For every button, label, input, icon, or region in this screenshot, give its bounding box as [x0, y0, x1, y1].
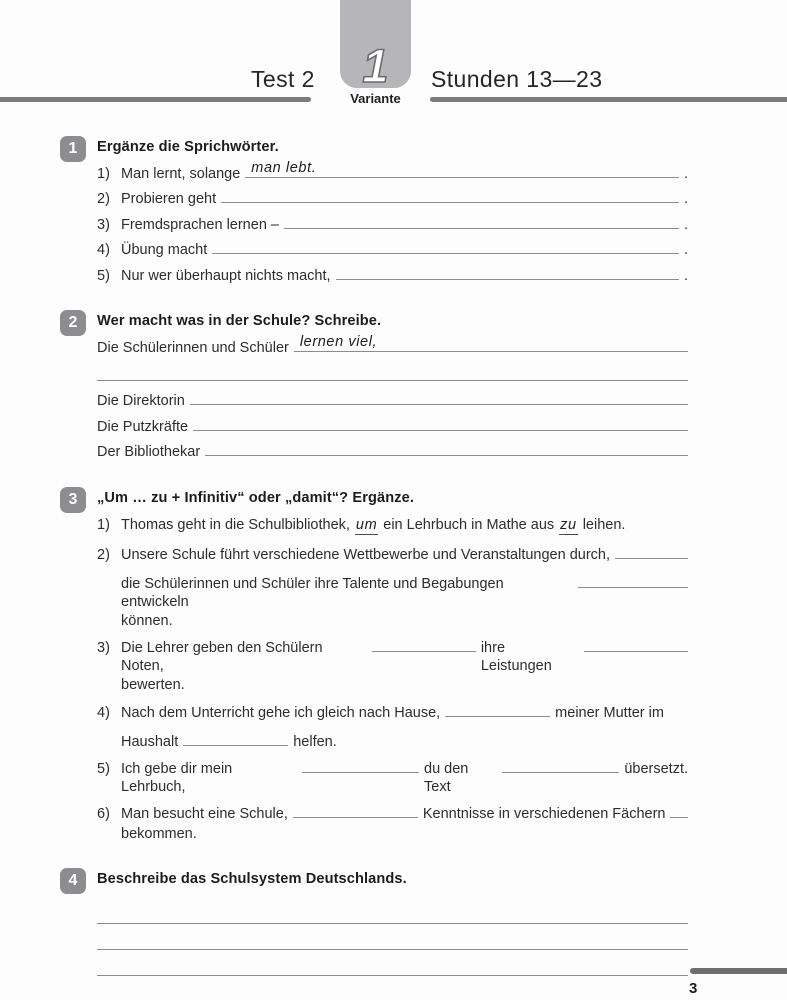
item-text: Thomas geht in die Schulbibliothek, — [121, 516, 350, 533]
sentence-period: . — [683, 216, 688, 233]
section-number-badge: 2 — [60, 310, 86, 336]
item-text: ihre Leistungen — [480, 640, 552, 674]
item-text: Man lernt, solange — [121, 166, 241, 182]
answer-blank — [193, 419, 688, 431]
answer-blank — [190, 393, 688, 405]
exercise-section-3 — [60, 487, 688, 851]
item-text: bekommen. — [121, 825, 197, 842]
handwritten-answer: um — [355, 517, 378, 535]
item-text: Nach dem Unterricht gehe ich gleich nach Hause, — [121, 704, 441, 721]
answer-line — [97, 444, 688, 461]
section-title: „Um … zu + Infinitiv“ oder „damit“? Ergänze. — [97, 489, 414, 506]
answer-blank — [578, 576, 688, 588]
item-number: 6) — [97, 806, 110, 823]
item-text: Kenntnisse in verschiedenen Fächern — [422, 806, 666, 823]
item-text: Übung macht — [121, 242, 208, 259]
answer-blank — [97, 976, 688, 1000]
item-text: können. — [121, 613, 173, 630]
item-number: 1) — [97, 516, 110, 533]
answer-blank — [502, 761, 619, 773]
hours-range-title: Stunden 13—23 — [431, 66, 603, 92]
exercise-item — [97, 806, 688, 823]
line-label: Der Bibliothekar — [97, 444, 201, 461]
answer-line — [97, 369, 688, 381]
item-text: Ich gebe dir mein Lehrbuch, — [121, 761, 233, 795]
answer-blank — [183, 734, 288, 746]
exercise-item-continuation — [97, 613, 688, 630]
item-text: Nur wer überhaupt nichts macht, — [121, 267, 331, 284]
answer-blank — [245, 159, 679, 178]
answer-blank — [97, 369, 688, 381]
exercise-item — [97, 242, 688, 259]
exercise-item — [97, 705, 688, 722]
answer-blank — [294, 333, 688, 352]
item-number: 2) — [97, 546, 110, 563]
item-text: bewerten. — [121, 677, 185, 694]
exercise-section-4 — [60, 868, 688, 1000]
item-text: Haushalt — [121, 734, 179, 751]
answer-blank — [445, 705, 550, 717]
exercise-item-continuation — [97, 677, 688, 694]
sentence-period: . — [683, 242, 688, 259]
exercise-item-continuation — [97, 826, 688, 843]
footer-bar — [690, 968, 787, 974]
section-title: Ergänze die Sprichwörter. — [97, 139, 279, 155]
item-number: 3) — [97, 640, 110, 657]
answer-blank — [584, 640, 688, 652]
answer-blank — [372, 640, 476, 652]
exercise-section-1 — [60, 136, 688, 293]
item-text: meiner Mutter im — [555, 704, 664, 721]
answer-blank — [336, 268, 679, 280]
sentence-period: . — [683, 267, 688, 284]
line-label: Die Putzkräfte — [97, 418, 189, 435]
handwritten-answer: zu — [559, 517, 578, 535]
item-number: 5) — [97, 761, 110, 778]
answer-blank — [221, 191, 679, 203]
section-title: Wer macht was in der Schule? Schreibe. — [97, 312, 382, 329]
section-number-badge: 4 — [60, 868, 86, 894]
item-text: leihen. — [582, 516, 626, 533]
section-number-badge: 3 — [60, 487, 86, 513]
exercise-item — [97, 761, 688, 796]
item-number: 5) — [97, 267, 110, 284]
answer-blank — [97, 950, 688, 976]
answer-line — [97, 419, 688, 436]
header-rule-left — [0, 97, 311, 102]
item-text: helfen. — [293, 734, 337, 751]
item-text: Fremdsprachen lernen – — [121, 216, 279, 233]
answer-blank — [293, 806, 418, 818]
answer-blank — [302, 761, 419, 773]
handwritten-answer: man lebt. — [251, 159, 317, 176]
answer-line — [97, 393, 688, 410]
exercise-item — [97, 159, 688, 183]
section-number-badge: 1 — [60, 136, 86, 162]
exercise-item — [97, 191, 688, 208]
exercise-item — [97, 268, 688, 285]
test-title: Test 2 — [251, 66, 315, 92]
worksheet-content — [60, 136, 688, 1000]
exercise-item — [97, 547, 688, 564]
answer-blank — [284, 217, 679, 229]
item-number: 4) — [97, 704, 110, 721]
variant-label: Variante — [350, 91, 401, 106]
item-text: Die Lehrer geben den Schülern Noten, — [121, 640, 323, 674]
exercise-item-continuation — [97, 576, 688, 611]
sentence-period: . — [683, 166, 688, 182]
handwritten-answer: lernen viel, — [299, 333, 378, 350]
sentence-period: . — [683, 191, 688, 208]
item-text: Unsere Schule führt verschiedene Wettbewerbe und Veranstaltungen durch, — [121, 546, 611, 563]
variant-number: 1 — [362, 38, 389, 92]
item-text: die Schülerinnen und Schüler ihre Talente und Begabungen entwickeln — [121, 576, 504, 610]
exercise-item — [97, 517, 688, 535]
item-text: ein Lehrbuch in Mathe aus — [383, 516, 555, 533]
variant-tab — [340, 0, 411, 92]
line-label: Die Schülerinnen und Schüler — [97, 339, 289, 356]
exercise-item — [97, 640, 688, 675]
line-label: Die Direktorin — [97, 393, 185, 410]
answer-blank — [670, 806, 688, 818]
item-number: 3) — [97, 216, 110, 233]
item-text: übersetzt. — [624, 761, 688, 778]
page-number: 3 — [689, 980, 698, 997]
item-number: 1) — [97, 166, 110, 182]
answer-blank — [97, 898, 688, 924]
item-text: Man besucht eine Schule, — [121, 806, 288, 823]
answer-line — [97, 333, 688, 357]
item-number: 2) — [97, 191, 110, 208]
item-text: du den Text — [424, 761, 469, 795]
answer-blank — [212, 242, 679, 254]
exercise-item — [97, 217, 688, 234]
section-title: Beschreibe das Schulsystem Deutschlands. — [97, 870, 407, 887]
exercise-section-2 — [60, 310, 688, 470]
answer-blank — [97, 924, 688, 950]
answer-blank — [615, 547, 688, 559]
item-text: Probieren geht — [121, 191, 217, 208]
item-number: 4) — [97, 242, 110, 259]
header-rule-right — [430, 97, 787, 102]
answer-blank — [205, 444, 688, 456]
exercise-item-continuation — [97, 734, 688, 751]
